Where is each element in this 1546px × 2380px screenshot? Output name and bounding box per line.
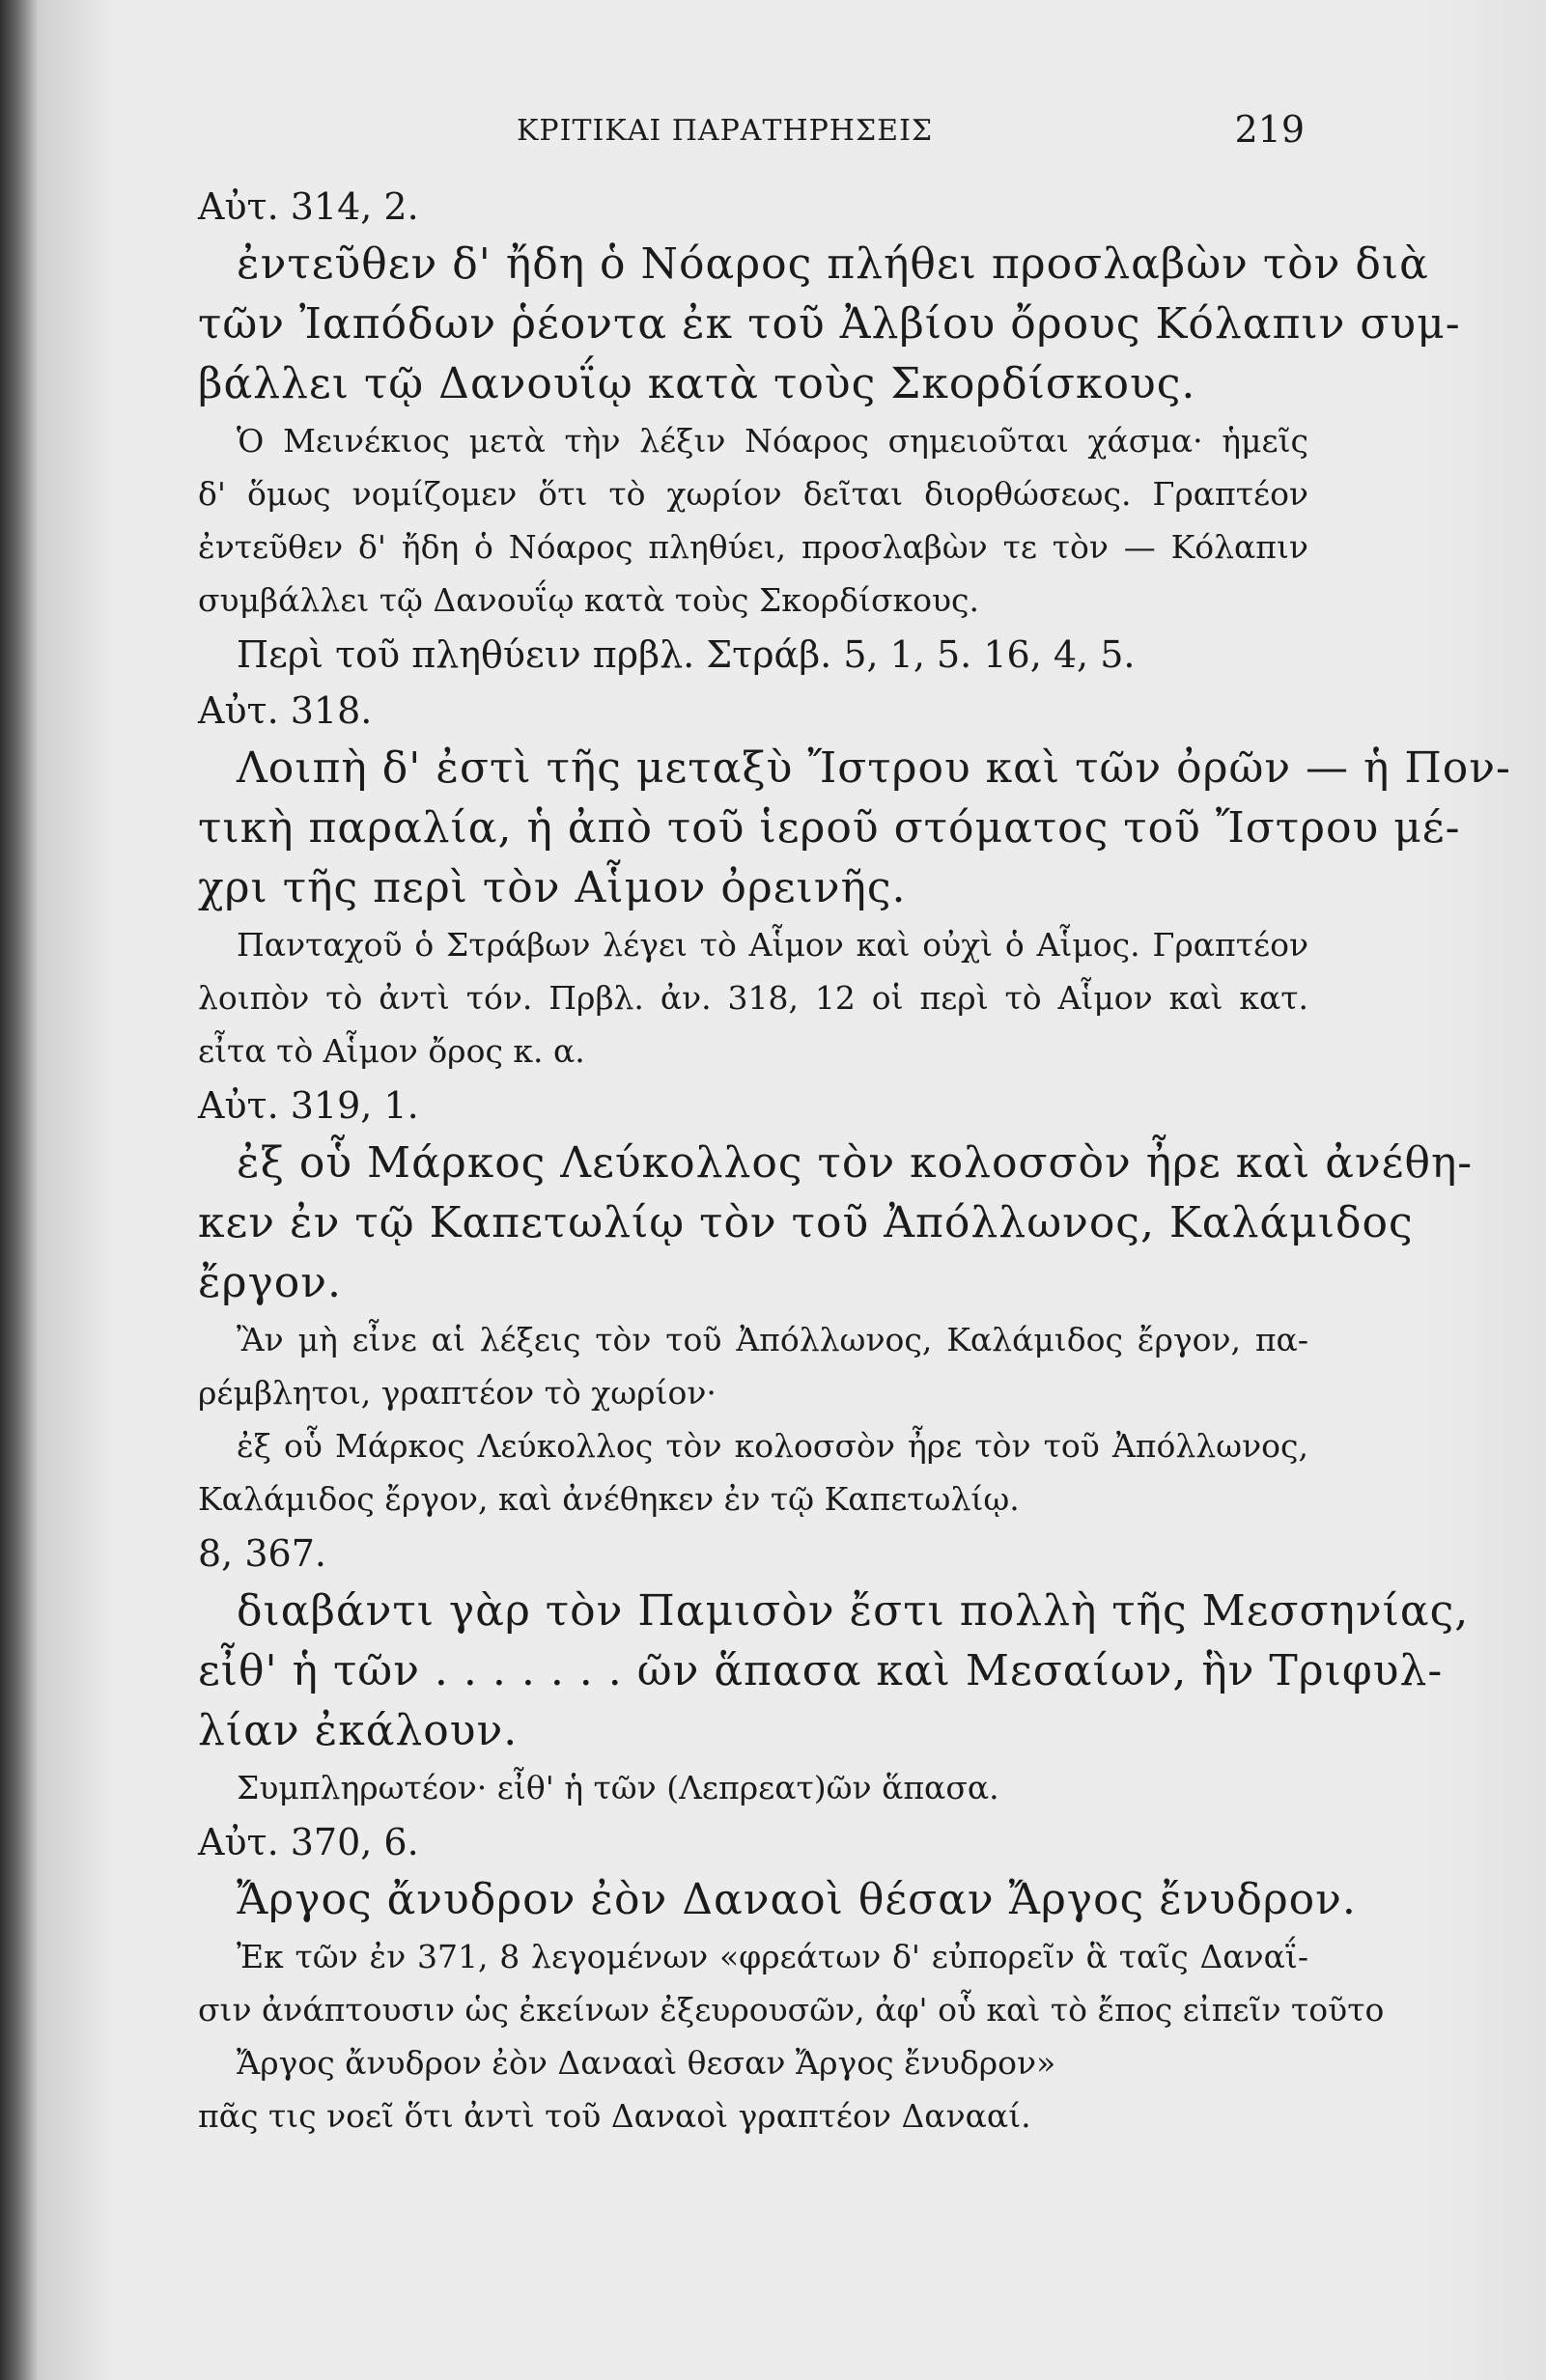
- commentary-line: Ἄργος ἄνυδρον ἐὸν Δανααὶ θεσαν Ἄργος ἔνυδρον»: [237, 2044, 1056, 2082]
- reference-line: Αὐτ. 314, 2.: [198, 185, 419, 228]
- reference-line: Περὶ τοῦ πληθύειν πρβλ. Στράβ. 5, 1, 5. 16, 4, 5.: [237, 633, 1136, 676]
- reference-line: 8, 367.: [198, 1532, 326, 1575]
- reference-line: Αὐτ. 318.: [198, 689, 373, 732]
- quotation-line: Ἄργος ἄνυδρον ἐὸν Δαναοὶ θέσαν Ἄργος ἔνυδρον.: [237, 1875, 1357, 1924]
- quotation-line: ἐξ οὗ Μάρκος Λεύκολλος τὸν κολοσσὸν ἦρε καὶ ἀνέθη-: [237, 1138, 1474, 1188]
- quotation-line: βάλλει τῷ Δανουΐῳ κατὰ τοὺς Σκορδίσκους.: [198, 359, 1196, 408]
- page-body: [198, 179, 1511, 2142]
- commentary-line: Ἂν μὴ εἶνε αἱ λέξεις τὸν τοῦ Ἀπόλλωνος, Καλάμιδος ἔργον, πα-: [237, 1321, 1308, 1358]
- page-header: [193, 108, 1305, 166]
- commentary-line: ἐξ οὗ Μάρκος Λεύκολλος τὸν κολοσσὸν ἦρε τὸν τοῦ Ἀπόλλωνος,: [237, 1427, 1308, 1465]
- quotation-line: χρι τῆς περὶ τὸν Αἷμον ὀρεινῆς.: [198, 863, 907, 912]
- reference-line: Αὐτ. 370, 6.: [198, 1821, 419, 1863]
- commentary-line: Ὁ Μεινέκιος μετὰ τὴν λέξιν Νόαρος σημειοῦται χάσμα· ἡμεῖς: [237, 422, 1308, 460]
- quotation-line: διαβάντι γὰρ τὸν Παμισὸν ἔστι πολλὴ τῆς Μεσσηνίας,: [237, 1586, 1470, 1636]
- commentary-line: Καλάμιδος ἔργον, καὶ ἀνέθηκεν ἐν τῷ Καπετωλίῳ.: [198, 1480, 1020, 1518]
- commentary-line: συμβάλλει τῷ Δανουΐῳ κατὰ τοὺς Σκορδίσκους.: [198, 581, 980, 619]
- commentary-line: πᾶς τις νοεῖ ὅτι ἀντὶ τοῦ Δαναοὶ γραπτέον Δανααί.: [198, 2097, 1031, 2135]
- commentary-line: Συμπληρωτέον· εἶθ' ἡ τῶν (Λεπρεατ)ῶν ἅπασα.: [237, 1769, 999, 1806]
- quotation-line: λίαν ἐκάλουν.: [198, 1706, 519, 1755]
- quotation-line: ἔργον.: [198, 1258, 342, 1307]
- commentary-line: Ἐκ τῶν ἐν 371, 8 λεγομένων «φρεάτων δ' εὐπορεῖν ἃ ταῖς Δαναΐ-: [237, 1938, 1308, 1975]
- commentary-line: ρέμβλητοι, γραπτέον τὸ χωρίον·: [198, 1374, 717, 1412]
- quotation-line: Λοιπὴ δ' ἐστὶ τῆς μεταξὺ Ἴστρου καὶ τῶν ὀρῶν — ἡ Πον-: [237, 743, 1511, 793]
- reference-line: Αὐτ. 319, 1.: [198, 1084, 419, 1127]
- quotation-line: ἐντεῦθεν δ' ἤδη ὁ Νόαρος πλήθει προσλαβὼν τὸν διὰ: [237, 239, 1429, 289]
- page-number: 219: [1234, 108, 1305, 151]
- quotation-line: εἶθ' ἡ τῶν . . . . . . . ῶν ἅπασα καὶ Μεσαίων, ἣν Τριφυλ-: [198, 1646, 1444, 1695]
- quotation-line: τῶν Ἰαπόδων ῥέοντα ἐκ τοῦ Ἀλβίου ὄρους Κόλαπιν συμ-: [198, 299, 1461, 349]
- quotation-line: κεν ἐν τῷ Καπετωλίῳ τὸν τοῦ Ἀπόλλωνος, Καλάμιδος: [198, 1198, 1414, 1247]
- commentary-line: σιν ἀνάπτουσιν ὡς ἐκείνων ἐξευρουσῶν, ἀφ' οὗ καὶ τὸ ἔπος εἰπεῖν τοῦτο: [198, 1991, 1385, 2029]
- running-title: ΚΡΙΤΙΚΑΙ ΠΑΡΑΤΗΡΗΣΕΙΣ: [517, 114, 934, 148]
- commentary-line: Πανταχοῦ ὁ Στράβων λέγει τὸ Αἷμον καὶ οὐχὶ ὁ Αἷμος. Γραπτέον: [237, 926, 1308, 964]
- commentary-line: εἶτα τὸ Αἷμον ὄρος κ. α.: [198, 1032, 585, 1070]
- commentary-line: λοιπὸν τὸ ἀντὶ τόν. Πρβλ. ἀν. 318, 12 οἱ περὶ τὸ Αἷμον καὶ κατ.: [198, 979, 1308, 1017]
- commentary-line: δ' ὅμως νομίζομεν ὅτι τὸ χωρίον δεῖται διορθώσεως. Γραπτέον: [198, 475, 1308, 513]
- quotation-line: τικὴ παραλία, ἡ ἀπὸ τοῦ ἱεροῦ στόματος τοῦ Ἴστρου μέ-: [198, 803, 1461, 853]
- commentary-line: ἐντεῦθεν δ' ἤδη ὁ Νόαρος πληθύει, προσλαβὼν τε τὸν — Κόλαπιν: [198, 528, 1308, 566]
